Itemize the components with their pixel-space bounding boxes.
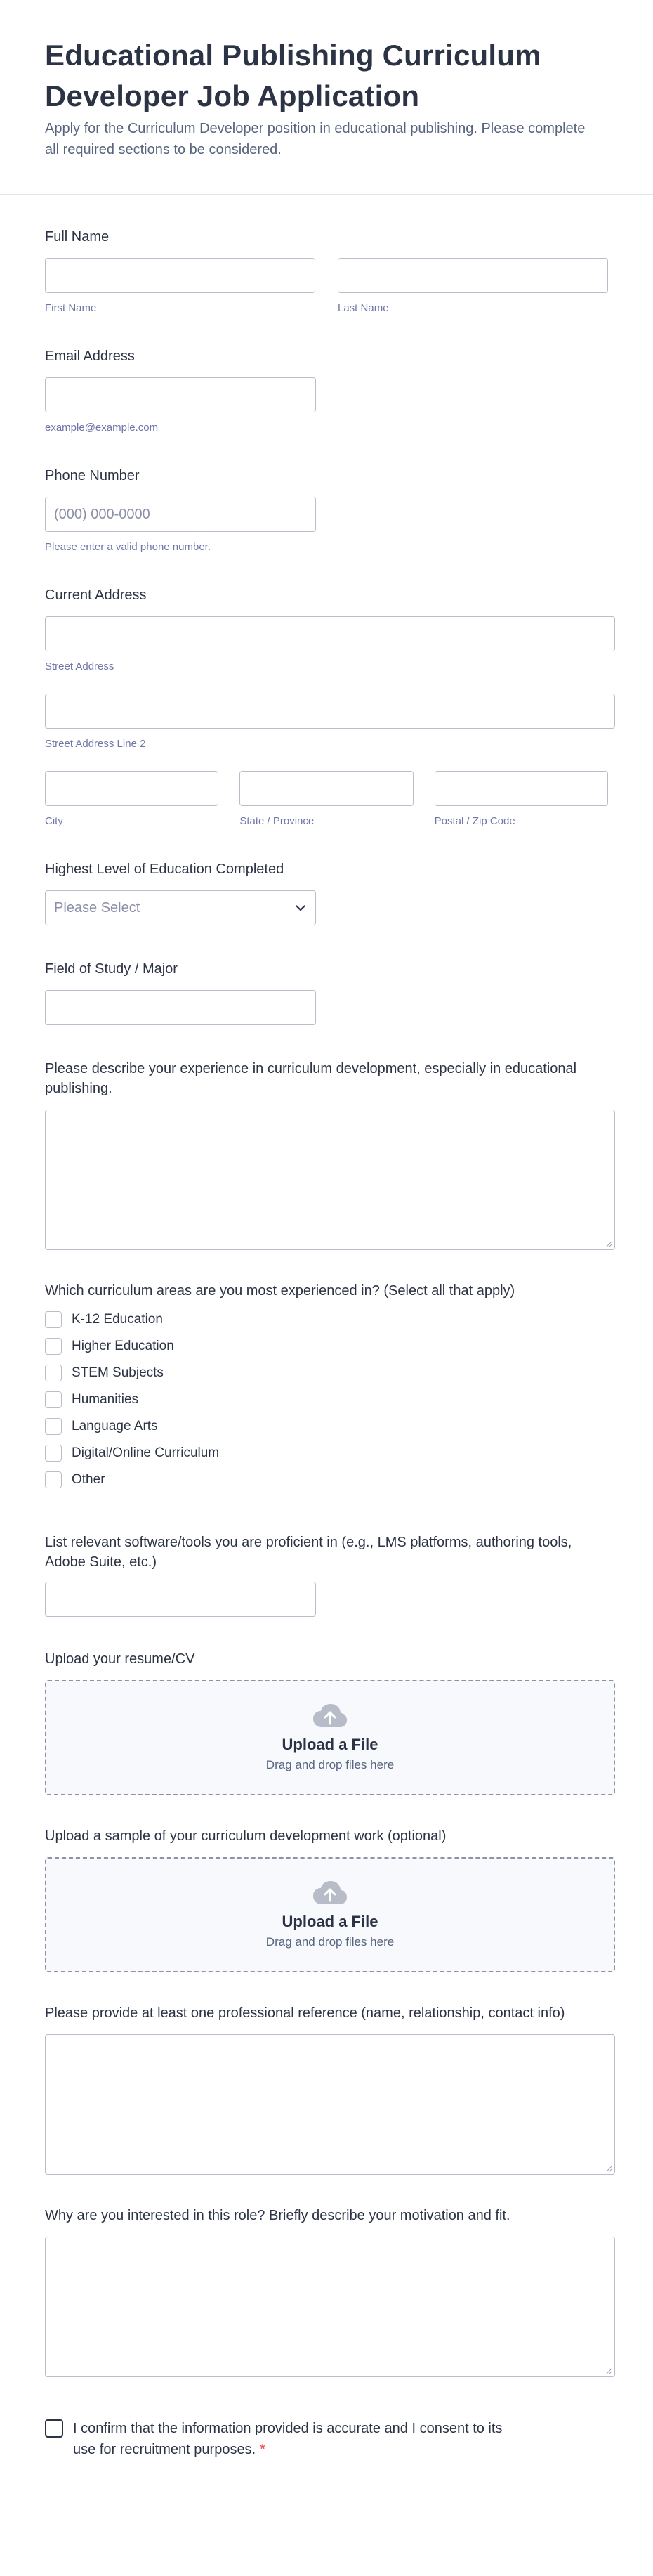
email-sublabel: example@example.com [45, 422, 159, 434]
address-label: Current Address [45, 587, 147, 603]
experience-textarea[interactable] [45, 1110, 615, 1250]
software-label: List relevant software/tools you are proficient in (e.g., LMS platforms, authoring tools, Adobe Suite, etc.) [45, 1535, 572, 1570]
sample-upload-dropzone[interactable] [45, 1857, 615, 1972]
form-header [0, 0, 653, 195]
curriculum-area-option[interactable] [45, 1333, 608, 1360]
resume-label: Upload your resume/CV [45, 1651, 195, 1667]
first-name-input[interactable] [45, 258, 315, 293]
curriculum-area-option[interactable] [45, 1386, 608, 1413]
state-input[interactable] [239, 771, 413, 806]
education-selected-value: Please Select [54, 899, 140, 916]
page-subtitle: Apply for the Curriculum Developer position in educational publishing. Please complete all required sections to be considered. [45, 121, 586, 157]
phone-sublabel: Please enter a valid phone number. [45, 541, 211, 553]
curriculum-areas-section [45, 1281, 608, 1493]
email-label: Email Address [45, 349, 135, 364]
state-sublabel: State / Province [239, 815, 315, 827]
consent-label [45, 2418, 522, 2460]
phone-label: Phone Number [45, 468, 140, 483]
motivation-label: Why are you interested in this role? Briefly describe your motivation and fit. [45, 2208, 510, 2223]
zip-sublabel: Postal / Zip Code [434, 815, 515, 827]
cloud-upload-icon [312, 1703, 348, 1729]
curriculum-area-label: STEM Subjects [72, 1365, 164, 1380]
sample-upload-title: Upload a File [282, 1913, 378, 1930]
phone-field[interactable] [45, 497, 316, 532]
curriculum-area-label: K-12 Education [72, 1312, 163, 1327]
motivation-textarea[interactable] [45, 2237, 615, 2377]
cloud-upload-icon [312, 1880, 348, 1906]
education-section [45, 859, 608, 925]
curriculum-areas-label: Which curriculum areas are you most experienced in? (Select all that apply) [45, 1283, 515, 1299]
curriculum-areas-options [45, 1306, 608, 1493]
last-name-sublabel: Last Name [338, 302, 389, 314]
sample-upload-subtitle: Drag and drop files here [265, 1935, 395, 1949]
reference-label: Please provide at least one professional reference (name, relationship, contact info) [45, 2005, 565, 2021]
curriculum-area-label: Other [72, 1472, 105, 1487]
street-address-input[interactable] [45, 616, 615, 651]
street-address-sublabel: Street Address [45, 661, 114, 672]
sample-upload-section [45, 1826, 608, 1972]
street-address-line2-sublabel: Street Address Line 2 [45, 738, 146, 750]
consent-text: I confirm that the information provided is accurate and I consent to its use for recruitment purposes. [73, 2421, 503, 2457]
last-name-input[interactable] [338, 258, 608, 293]
curriculum-area-option[interactable] [45, 1413, 608, 1440]
full-name-label: Full Name [45, 229, 110, 245]
curriculum-area-checkbox[interactable] [45, 1311, 62, 1328]
experience-label: Please describe your experience in curriculum development, especially in educational publishing. [45, 1061, 577, 1096]
zip-input[interactable] [435, 771, 608, 806]
email-section [45, 346, 608, 435]
education-label: Highest Level of Education Completed [45, 861, 284, 877]
resize-handle-icon[interactable] [605, 1240, 612, 1247]
curriculum-area-option[interactable] [45, 1306, 608, 1333]
education-select[interactable] [45, 890, 316, 925]
form-body [0, 227, 653, 2460]
field-of-study-section [45, 959, 608, 1025]
phone-placeholder: (000) 000-0000 [54, 506, 150, 522]
chevron-down-icon [296, 905, 305, 911]
software-input[interactable] [45, 1582, 316, 1617]
curriculum-area-label: Digital/Online Curriculum [72, 1445, 220, 1460]
resize-handle-icon[interactable] [605, 2165, 612, 2172]
sample-label: Upload a sample of your curriculum development work (optional) [45, 1828, 447, 1844]
street-address-line2-input[interactable] [45, 694, 615, 729]
full-name-section [45, 227, 608, 316]
first-name-sublabel: First Name [45, 302, 97, 314]
curriculum-area-label: Language Arts [72, 1419, 158, 1433]
curriculum-area-checkbox[interactable] [45, 1338, 62, 1355]
curriculum-area-option[interactable] [45, 1360, 608, 1386]
required-mark: * [260, 2442, 265, 2457]
curriculum-area-option[interactable] [45, 1466, 608, 1493]
resume-upload-title: Upload a File [282, 1736, 378, 1753]
city-sublabel: City [45, 815, 63, 827]
city-input[interactable] [45, 771, 218, 806]
reference-section [45, 2003, 608, 2175]
curriculum-area-option[interactable] [45, 1440, 608, 1466]
address-section [45, 585, 608, 828]
curriculum-area-checkbox[interactable] [45, 1471, 62, 1488]
motivation-section [45, 2206, 608, 2377]
email-field[interactable] [45, 377, 316, 412]
resume-upload-dropzone[interactable] [45, 1680, 615, 1795]
resume-upload-subtitle: Drag and drop files here [265, 1758, 395, 1771]
resume-upload-section [45, 1649, 608, 1795]
consent-section [45, 2418, 550, 2460]
curriculum-area-checkbox[interactable] [45, 1418, 62, 1435]
reference-textarea[interactable] [45, 2034, 615, 2175]
experience-section [45, 1059, 608, 1250]
software-section [45, 1533, 608, 1617]
field-of-study-label: Field of Study / Major [45, 961, 178, 977]
field-of-study-input[interactable] [45, 990, 316, 1025]
curriculum-area-checkbox[interactable] [45, 1365, 62, 1381]
page-title: Educational Publishing Curriculum Developer Job Application [45, 39, 541, 112]
phone-section [45, 466, 608, 554]
curriculum-area-label: Humanities [72, 1392, 139, 1407]
resize-handle-icon[interactable] [605, 2367, 612, 2374]
curriculum-area-checkbox[interactable] [45, 1391, 62, 1408]
curriculum-area-label: Higher Education [72, 1339, 174, 1353]
curriculum-area-checkbox[interactable] [45, 1445, 62, 1462]
